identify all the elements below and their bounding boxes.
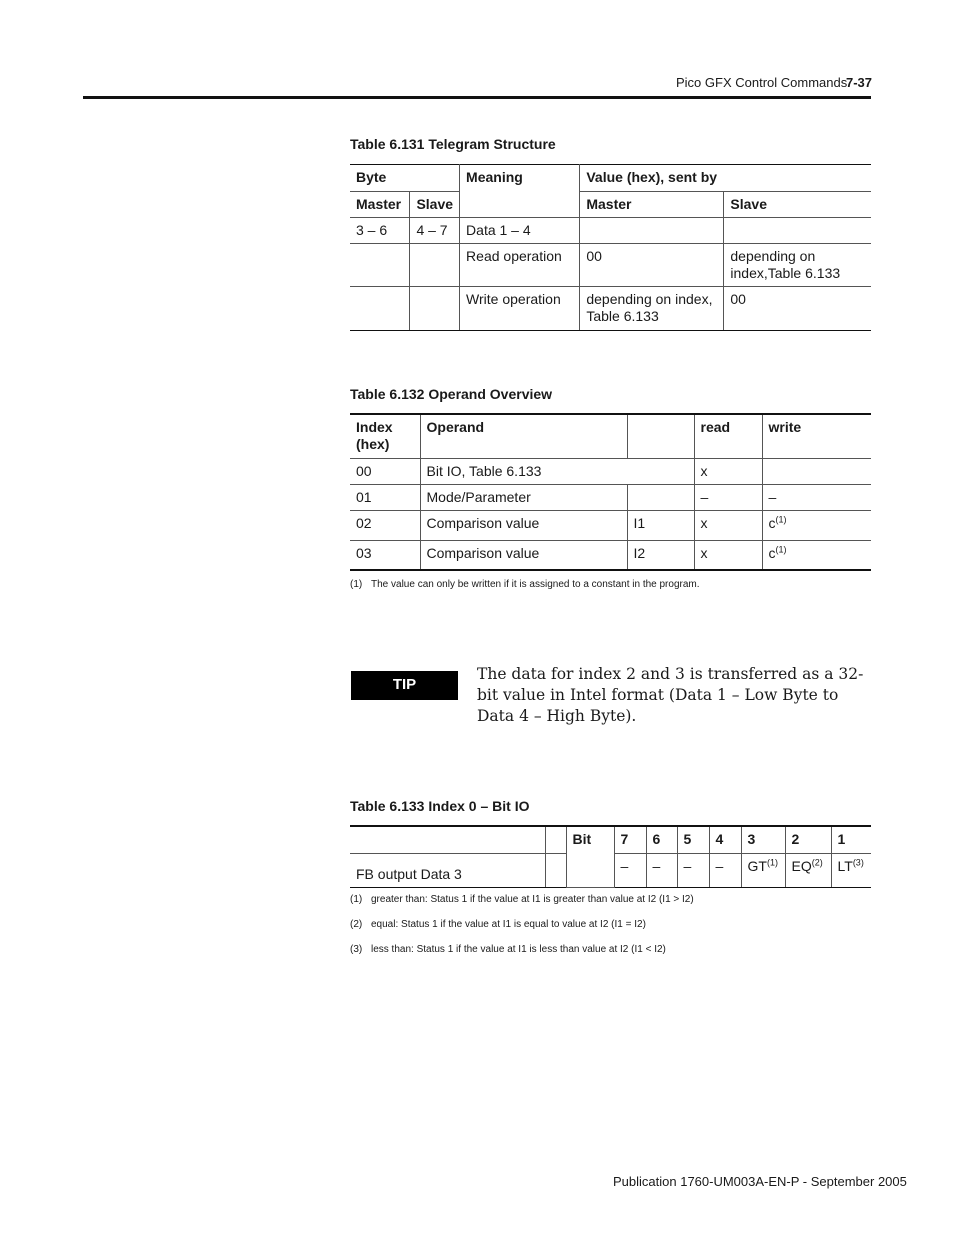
table-133-footnote-3: [350, 944, 666, 955]
cell: [831, 853, 871, 887]
header-meaning: Meaning: [460, 165, 580, 218]
header-read: read: [694, 414, 762, 458]
cell: –: [646, 853, 677, 887]
header-rule: [83, 96, 871, 99]
cell: Comparison value: [420, 510, 627, 540]
bit-io-table: [350, 825, 871, 888]
page-number: 7-37: [846, 75, 873, 90]
cell: 03: [350, 540, 420, 570]
telegram-structure-table: [350, 164, 871, 331]
spacer-cell: [545, 826, 566, 853]
bit-1: 1: [831, 826, 871, 853]
table-133-footnote-2: [350, 919, 646, 930]
header-index: Index (hex): [350, 414, 420, 458]
cell: [350, 287, 410, 331]
operand-overview-table: [350, 413, 871, 571]
table-row: [350, 458, 871, 484]
write-value: c: [768, 514, 776, 531]
bit-5: 5: [677, 826, 709, 853]
header-operand: Operand: [420, 414, 627, 458]
footnote-text: less than: Status 1 if the value at I1 is less than value at I2 (I1 < I2): [371, 944, 666, 955]
cell: –: [614, 853, 646, 887]
bit-2: 2: [785, 826, 831, 853]
table-133-caption: Table 6.133 Index 0 – Bit IO: [350, 798, 530, 814]
table-132-footnote: [350, 579, 700, 590]
tip-text: The data for index 2 and 3 is transferred as a 32-bit value in Intel format (Data 1 – Low Byte to Data 4 – High Byte).: [477, 665, 864, 725]
cell: [762, 540, 871, 570]
cell: [580, 218, 724, 244]
footnote-text: The value can only be written if it is assigned to a constant in the program.: [371, 579, 700, 590]
header-blank: [627, 414, 694, 458]
cell: –: [762, 484, 871, 510]
footnote-text: equal: Status 1 if the value at I1 is equal to value at I2 (I1 = I2): [371, 919, 646, 930]
cell: –: [709, 853, 741, 887]
cell: 00: [724, 287, 871, 331]
header-byte-master: Master: [350, 192, 410, 218]
header-value-master: Master: [580, 192, 724, 218]
bit-value: GT: [747, 857, 767, 874]
publication-footer: Publication 1760-UM003A-EN-P - September 2005: [613, 1174, 907, 1189]
footnote-number: (1): [350, 894, 363, 905]
footnote-number: (1): [350, 579, 363, 590]
cell: Data 1 – 4: [460, 218, 580, 244]
bit-3: 3: [741, 826, 785, 853]
bit-6: 6: [646, 826, 677, 853]
running-header-title: Pico GFX Control Commands: [676, 75, 848, 90]
table-133-footnote-1: [350, 894, 694, 905]
cell: Comparison value: [420, 540, 627, 570]
footnote-ref: (2): [811, 856, 823, 867]
header-bit: Bit: [566, 826, 614, 887]
table-131-caption: Table 6.131 Telegram Structure: [350, 136, 556, 152]
cell: –: [677, 853, 709, 887]
footnote-ref: (3): [852, 856, 864, 867]
cell: [724, 218, 871, 244]
footnote-text: greater than: Status 1 if the value at I1 is greater than value at I2 (I1 > I2): [371, 894, 694, 905]
header-byte-slave: Slave: [410, 192, 460, 218]
bit-value: EQ: [791, 857, 812, 874]
cell: Bit IO, Table 6.133: [420, 458, 694, 484]
footnote-ref: (1): [766, 856, 778, 867]
bit-value: LT: [837, 857, 853, 874]
table-row: [350, 510, 871, 540]
header-write: write: [762, 414, 871, 458]
cell: 4 – 7: [410, 218, 460, 244]
table-row: [350, 540, 871, 570]
cell: 3 – 6: [350, 218, 410, 244]
cell: [410, 244, 460, 287]
cell: depending on index,Table 6.133: [724, 244, 871, 287]
cell: [741, 853, 785, 887]
cell: Write operation: [460, 287, 580, 331]
table-row: [350, 244, 871, 287]
cell: [762, 458, 871, 484]
cell: 02: [350, 510, 420, 540]
cell: depending on index, Table 6.133: [580, 287, 724, 331]
bit-7: 7: [614, 826, 646, 853]
cell: [627, 484, 694, 510]
footnote-ref: (1): [775, 513, 787, 524]
cell: [785, 853, 831, 887]
table-row: [350, 287, 871, 331]
footnote-number: (2): [350, 919, 363, 930]
tip-label: TIP: [351, 671, 458, 700]
corner-cell: [350, 826, 545, 853]
cell: –: [694, 484, 762, 510]
row-label: FB output Data 3: [350, 853, 545, 887]
write-value: c: [768, 544, 776, 561]
cell: I2: [627, 540, 694, 570]
table-row: [350, 218, 871, 244]
spacer-cell: [545, 853, 566, 887]
cell: 00: [350, 458, 420, 484]
footnote-ref: (1): [775, 543, 787, 554]
table-row: [350, 484, 871, 510]
header-value-slave: Slave: [724, 192, 871, 218]
cell: 01: [350, 484, 420, 510]
cell: [762, 510, 871, 540]
cell: x: [694, 510, 762, 540]
cell: Mode/Parameter: [420, 484, 627, 510]
cell: [350, 244, 410, 287]
bit-4: 4: [709, 826, 741, 853]
header-value: Value (hex), sent by: [580, 165, 871, 192]
cell: I1: [627, 510, 694, 540]
cell: Read operation: [460, 244, 580, 287]
cell: x: [694, 540, 762, 570]
table-132-caption: Table 6.132 Operand Overview: [350, 386, 553, 402]
cell: 00: [580, 244, 724, 287]
footnote-number: (3): [350, 944, 363, 955]
cell: [410, 287, 460, 331]
cell: x: [694, 458, 762, 484]
header-byte: Byte: [350, 165, 460, 192]
